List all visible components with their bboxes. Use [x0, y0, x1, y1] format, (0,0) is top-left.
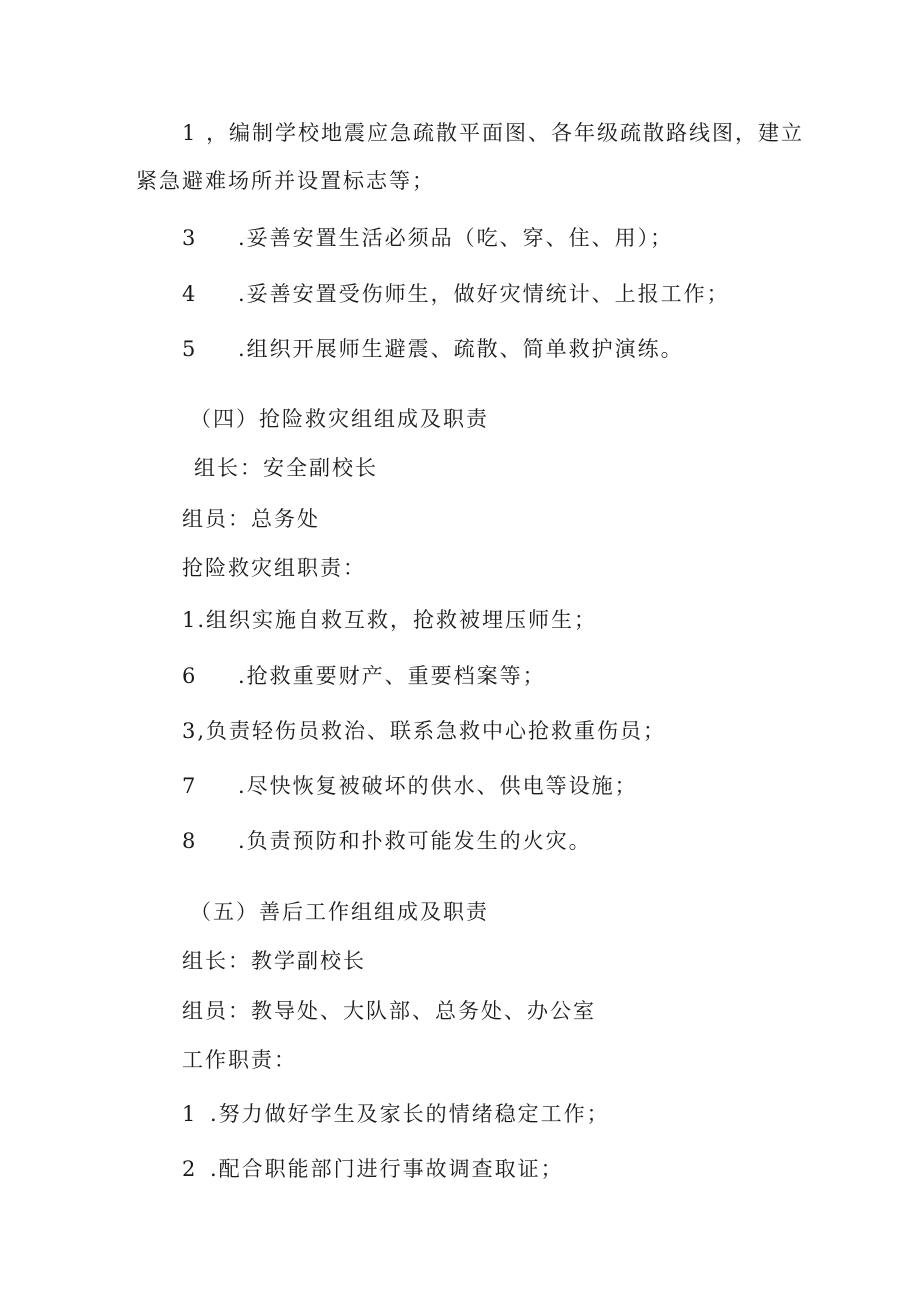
item-3: [182, 224, 673, 252]
group-members-line: [182, 505, 320, 533]
item-number: 3: [182, 226, 198, 250]
section-heading-5: [190, 898, 489, 926]
duty-1: [182, 606, 597, 634]
item-text: .努力做好学生及家长的情绪稳定工作；: [210, 1102, 610, 1126]
item-4: [182, 280, 730, 308]
line-text: 1.组织实施自救互救，抢救被埋压师生；: [182, 608, 598, 632]
item-5: [182, 335, 684, 363]
duty-6: [182, 662, 546, 690]
item-text: .妥善安置生活必须品（吃、穿、住、用）；: [238, 226, 674, 250]
heading-text: （四）抢险救灾组组成及职责: [190, 407, 489, 431]
item-text: .负责预防和扑救可能发生的火灾。: [238, 829, 592, 853]
aftermath-leader-line: [182, 947, 366, 975]
item-text: .抢救重要财产、重要档案等；: [238, 664, 546, 688]
item-text: ，编制学校地震应急疏散平面图、各年级疏散路线图，建立: [206, 121, 805, 145]
aftermath-duty-1: [182, 1100, 610, 1128]
line-text: 工作职责：: [182, 1048, 297, 1072]
aftermath-members-line: [182, 997, 596, 1025]
item-text: 紧急避难场所并设置标志等；: [136, 169, 435, 193]
group-leader-line: [194, 454, 378, 482]
aftermath-duty-2: [182, 1155, 564, 1183]
item-text: .组织开展师生避震、疏散、简单救护演练。: [238, 337, 684, 361]
line-text: 3,负责轻伤员救治、联系急救中心抢救重伤员；: [182, 719, 667, 743]
duty-3: [182, 717, 666, 745]
item-number: 8: [182, 829, 198, 853]
item-1-line-1: [182, 119, 804, 147]
line-text: 组长：教学副校长: [182, 949, 366, 973]
item-number: 4: [182, 282, 198, 306]
duty-8: [182, 827, 592, 855]
item-1-line-2: [136, 167, 435, 195]
item-number: 7: [182, 774, 198, 798]
group-duties-label: [182, 554, 366, 582]
item-text: .尽快恢复被破坏的供水、供电等设施；: [238, 774, 638, 798]
item-text: .配合职能部门进行事故调查取证；: [210, 1157, 564, 1181]
aftermath-duties-label: [182, 1046, 297, 1074]
line-text: 组员：教导处、大队部、总务处、办公室: [182, 999, 596, 1023]
line-text: 抢险救灾组职责：: [182, 556, 366, 580]
item-number: 2: [182, 1157, 198, 1181]
line-text: 组员：总务处: [182, 507, 320, 531]
item-number: 5: [182, 337, 198, 361]
duty-7: [182, 772, 638, 800]
item-number: 1: [182, 1102, 198, 1126]
section-heading-4: [190, 405, 489, 433]
item-number: 6: [182, 664, 198, 688]
item-text: .妥善安置受伤师生，做好灾情统计、上报工作；: [238, 282, 730, 306]
line-text: 组长：安全副校长: [194, 456, 378, 480]
heading-text: （五）善后工作组组成及职责: [190, 900, 489, 924]
item-number: 1: [182, 121, 198, 145]
